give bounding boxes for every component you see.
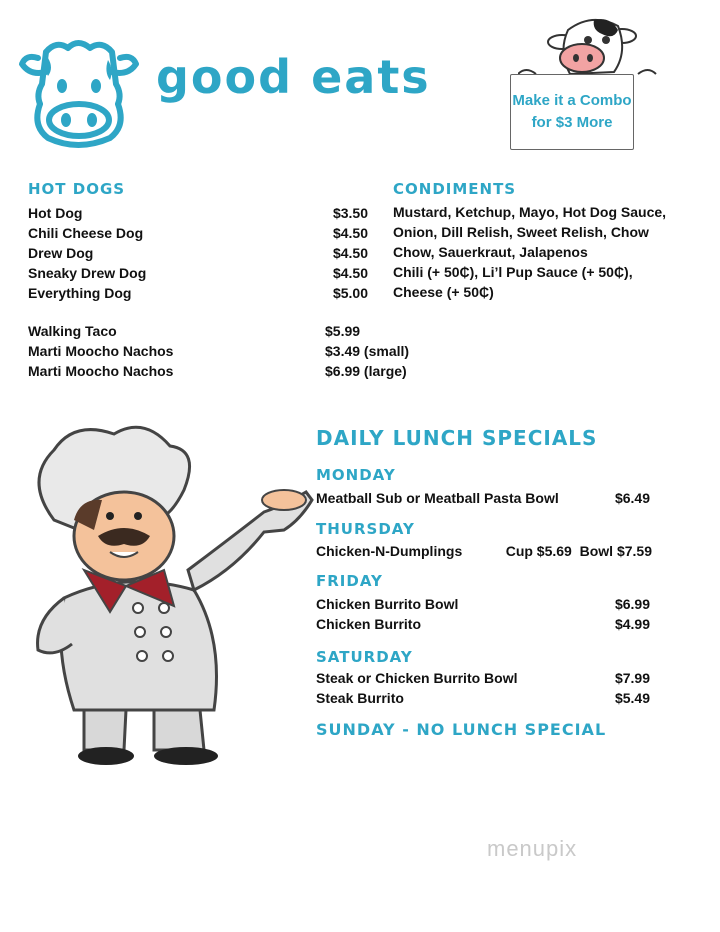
- saturday-heading: SATURDAY: [316, 648, 413, 666]
- sunday-note: SUNDAY - NO LUNCH SPECIAL: [316, 720, 607, 739]
- cow-logo-icon: [18, 28, 140, 150]
- friday-list: [316, 594, 650, 634]
- hot-dogs-heading: HOT DOGS: [28, 180, 126, 198]
- list-item: Chili Cheese Dog $4.50: [28, 225, 368, 241]
- monday-heading: MONDAY: [316, 466, 396, 484]
- list-item: Steak or Chicken Burrito Bowl $7.99: [316, 670, 650, 686]
- cow-mascot-icon: [518, 12, 658, 82]
- list-item: Drew Dog $4.50: [28, 245, 368, 261]
- list-item: Everything Dog $5.00: [28, 285, 368, 301]
- list-item: Meatball Sub or Meatball Pasta Bowl $6.49: [316, 490, 650, 506]
- list-item: Steak Burrito $5.49: [316, 690, 650, 706]
- list-item: Sneaky Drew Dog $4.50: [28, 265, 368, 281]
- list-item: Walking Taco $5.99: [28, 323, 361, 339]
- list-item: Marti Moocho Nachos $6.99 (large): [28, 363, 407, 379]
- thursday-heading: THURSDAY: [316, 520, 415, 538]
- chef-illustration: [14, 420, 314, 770]
- list-item: Chicken-N-Dumplings Cup $5.69 Bowl $7.59: [316, 543, 652, 559]
- watermark: menupix: [487, 836, 578, 861]
- page-title: good eats: [156, 50, 431, 104]
- combo-sign: [510, 74, 634, 150]
- friday-heading: FRIDAY: [316, 572, 383, 590]
- condiments-text: Mustard, Ketchup, Mayo, Hot Dog Sauce, Onion, Dill Relish, Sweet Relish, Chow Chow, Sauerkraut, Jalapenos Chili (+ 50₵), Li’l Pup Sauce (+ 50₵), Cheese (+ 50₵): [393, 204, 667, 300]
- combo-line-1: Make it a Combo: [512, 92, 632, 109]
- list-item: Chicken Burrito Bowl $6.99: [316, 596, 650, 612]
- extras-list: [28, 321, 428, 381]
- specials-heading: DAILY LUNCH SPECIALS: [316, 426, 598, 450]
- combo-line-2: for $3 More: [531, 114, 613, 131]
- saturday-list: [316, 668, 650, 708]
- list-item: Chicken Burrito $4.99: [316, 616, 650, 632]
- hot-dogs-list: [28, 203, 368, 303]
- list-item: Hot Dog $3.50: [28, 205, 368, 221]
- condiments-heading: CONDIMENTS: [393, 180, 517, 198]
- list-item: Marti Moocho Nachos $3.49 (small): [28, 343, 410, 359]
